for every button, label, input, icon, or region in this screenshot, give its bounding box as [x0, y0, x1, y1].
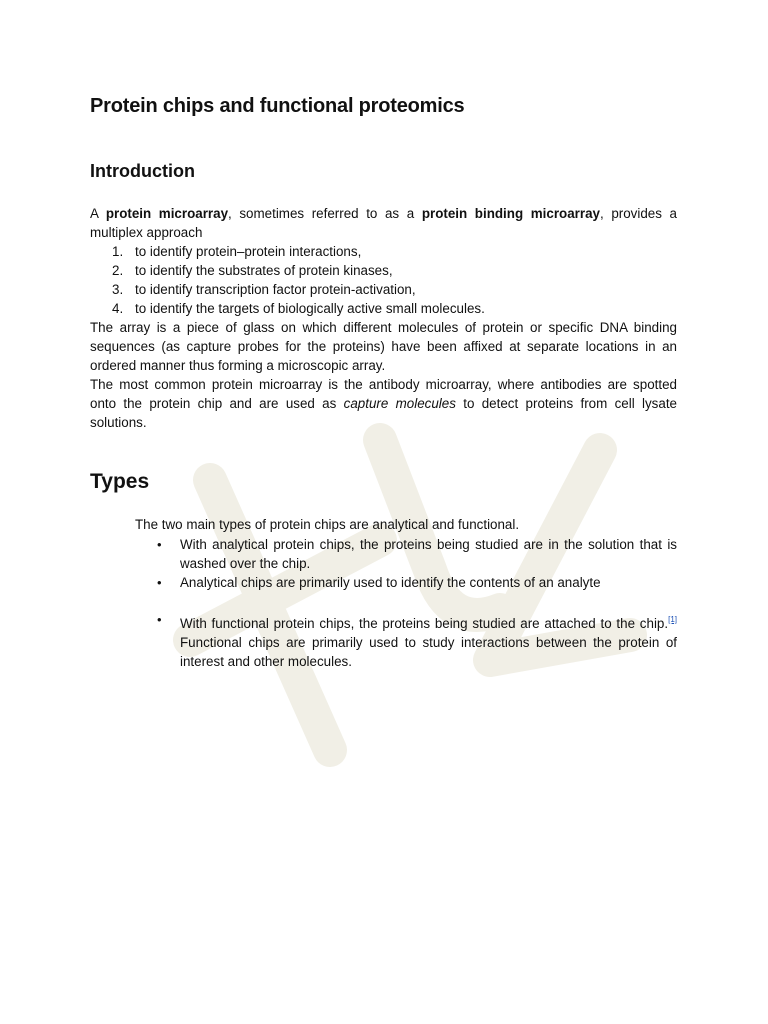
- list-number: 3.: [112, 282, 124, 297]
- introduction-heading: Introduction: [90, 161, 195, 181]
- list-item: [90, 261, 677, 280]
- list-number: 4.: [112, 301, 124, 316]
- paragraph-text: to detect proteins from cell lysate solutions.: [90, 396, 677, 430]
- introduction-section: [90, 204, 677, 432]
- list-item-text: to identify transcription factor protein-activation,: [135, 282, 416, 297]
- intro-text: A: [90, 206, 106, 221]
- list-item-text: to identify protein–protein interactions,: [135, 244, 362, 259]
- citation-link[interactable]: [1]: [668, 615, 677, 624]
- list-item: [135, 573, 677, 592]
- bullet-icon: •: [157, 537, 162, 552]
- paragraph-text: The most common protein microarray is the antibody microarray, where antibodies are spotted onto the protein chip and are used as: [90, 377, 677, 411]
- bullet-icon: •: [157, 575, 162, 590]
- intro-paragraph: [90, 204, 677, 242]
- list-item-text: Analytical chips are primarily used to identify the contents of an analyte: [180, 575, 601, 590]
- bullet-icon: •: [157, 612, 162, 627]
- types-intro-text: The two main types of protein chips are analytical and functional.: [135, 517, 520, 532]
- antibody-microarray-paragraph: [90, 375, 677, 432]
- intro-text: , sometimes referred to as a: [228, 206, 422, 221]
- list-item: [90, 242, 677, 261]
- list-item-text: With functional protein chips, the proteins being studied are attached to the chip.: [180, 616, 669, 631]
- intro-text: , provides a multiplex approach: [90, 206, 677, 240]
- list-item: [135, 535, 677, 573]
- intro-bold-term: protein binding microarray: [421, 206, 600, 221]
- document-page: [90, 0, 677, 1024]
- italic-term: capture molecules: [343, 396, 456, 411]
- types-heading: Types: [90, 470, 150, 493]
- types-section: [135, 515, 677, 671]
- list-number: 2.: [112, 263, 124, 278]
- uses-numbered-list: [90, 242, 677, 318]
- list-item-text: With analytical protein chips, the proteins being studied are in the solution that is washed over the chip.: [180, 537, 677, 571]
- intro-bold-term: protein microarray: [105, 206, 229, 221]
- list-item-text: to identify the targets of biologically active small molecules.: [135, 301, 485, 316]
- list-item-text: Functional chips are primarily used to study interactions between the protein of interest and other molecules.: [180, 635, 677, 669]
- list-item: [90, 280, 677, 299]
- document-title: Protein chips and functional proteomics: [90, 95, 465, 117]
- types-bullet-list: [135, 535, 677, 671]
- array-description-paragraph: The array is a piece of glass on which different molecules of protein or specific DNA binding sequences (as capture probes for the proteins) have been affixed at separate locations in an ordered manner thus forming a microscopic array.: [90, 320, 677, 373]
- list-item: [135, 610, 677, 671]
- list-item-text: to identify the substrates of protein kinases,: [135, 263, 393, 278]
- list-number: 1.: [112, 244, 124, 259]
- list-item: [90, 299, 677, 318]
